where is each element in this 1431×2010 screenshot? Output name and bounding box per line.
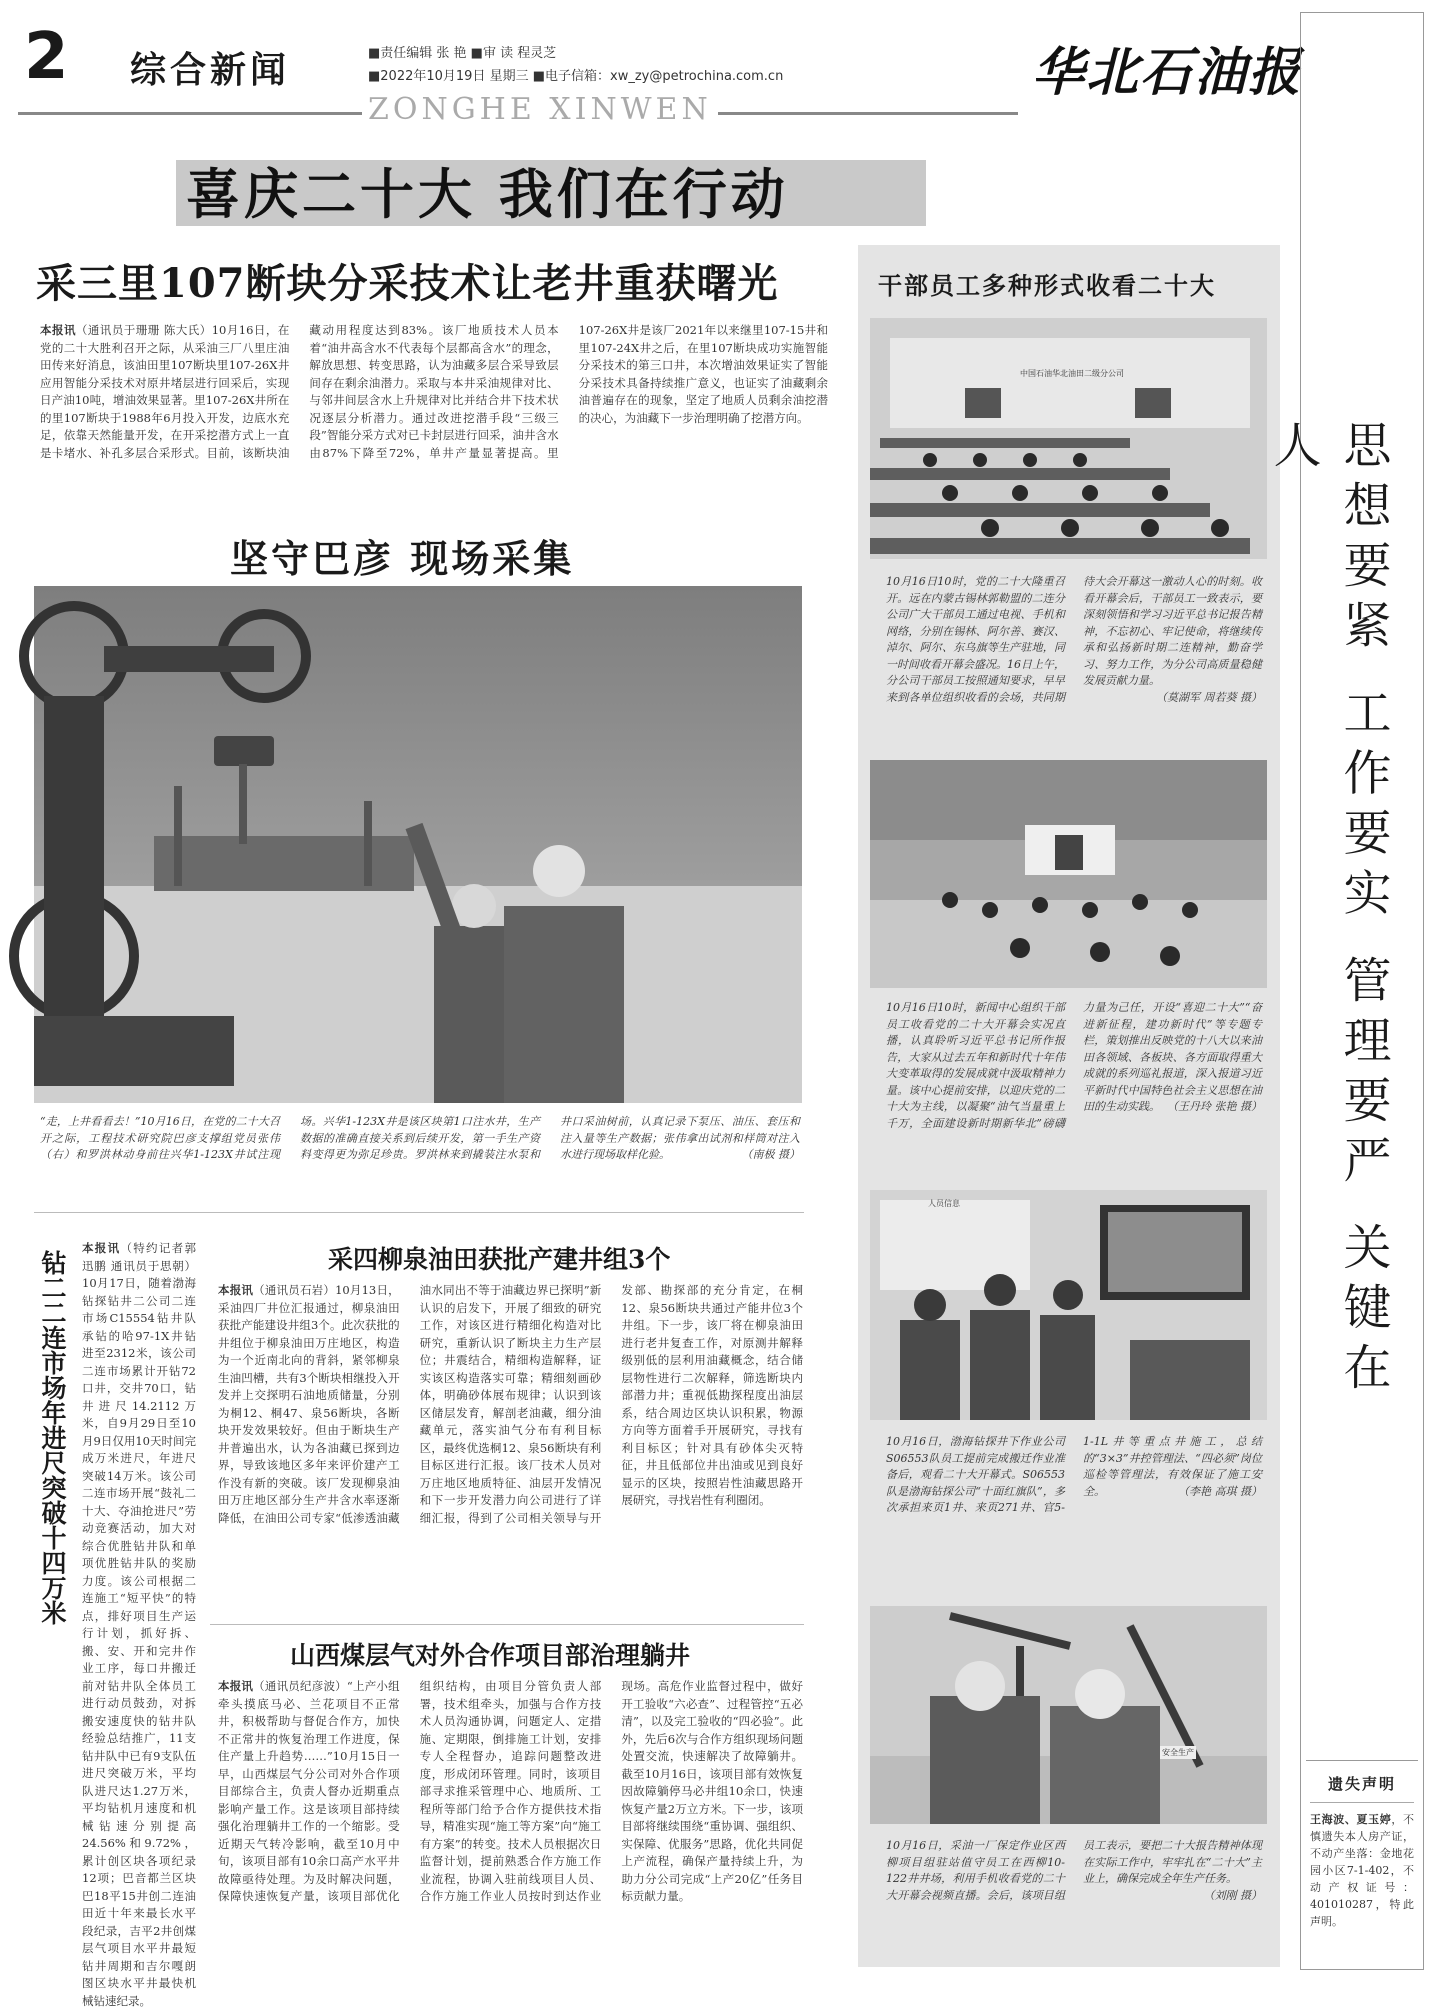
article3-title: 山西煤层气对外合作项目部治理躺井 <box>290 1641 691 1670</box>
right-caption-1-text: 10月16日10时，党的二十大隆重召开。远在内蒙古锡林郭勒盟的二连分公司广大干部员工通过电视、手机和网络，分别在锡林、阿尔善、赛汉、淖尔、阿尔、东乌旗等生产驻地，同一时间收看开幕会盛况。16日上午，分公司干部员工按照通知要求，早早来到各单位组织收看的会场，共同期待大会开幕这一激动人心的时刻。收看开幕会后，干部员工一致表示，要深刻领悟和学习习近平总书记报告精神，不忘初心、牢记使命，将继续传承和弘扬新时期二连精神，勤奋学习、努力工作，为分公司高质量稳健发展贡献力量。 <box>886 575 1262 704</box>
side-article-body-top <box>82 1240 196 2008</box>
article3-rule <box>210 1624 804 1625</box>
side-article-rule <box>34 1212 804 1213</box>
section-pinyin: ZONGHE XINWEN <box>362 93 718 127</box>
article3-text: （通讯员纪彦波）“上产小组牵头摸底马必、兰花项目不正常井，积极帮助与督促合作方，加快不正常井的恢复治理工作进度，保住产量上升趋势……”10月15日一早，山西煤层气分公司对外合作项目部综合主，负责人督办近期重点影响产量工作。这是该项目部持续强化治理躺井工作的一个缩影。受近期天气转冷影响，截至10月中旬，该项目部有10余口高产水平井故障亟待处理。为及时解决问题，保障快速恢复产量，该项目部优化组织结构，由项目分管负责人部署，技术组牵头，加强与合作方技术人员沟通协调，问题定人、定措施、定期限，倒排施工计划，安排专人全程督办，追踪问题整改进度，形成闭环管理。同时，该项目部寻求推采管理中心、地质所、工程所等部门给予合作方提供技术指导，精准实现“施工等方案”向“施工有方案”的转变。技术人员根据次日监督计划，提前熟悉合作方施工作业流程，协调入驻前线项目人员、合作方施工作业人员按时到达作业现场。高危作业监督过程中，做好开工验收“六必查”、过程管控“五必清”，以及完工验收的“四必验”。此外，先后6次与合作方组织现场问题处置交流，快速解决了故障躺井。截至10月16日，该项目部有效恢复因故障躺停马必井组10余口，快速恢复产量2万立方米。下一步，该项目部将继续围绕“重协调、强组织、实保障、优服务”思路，优化共同促上产流程，确保产量持续上升，为助力分公司完成“上产20亿”任务目标贡献力量。 <box>218 1679 803 1903</box>
side-article-byline: 本报讯 <box>82 1241 121 1255</box>
side-article-text: （特约记者郭迅鹏 通讯员于思朝）10月17日，随着渤海钻探钻井二公司二连市场C15554钻井队承钻的哈97-1X井钻进至2312米，该公司二连市场累计开钻72口井，交井70口，钻井进尺14.2112万米，自9月29日至10月9日仅用10天时间完成万米进尺，年进尺突破14万米。该公司二连市场开展“鼓礼二十大、夺油抢进尺”劳动竞赛活动，加大对综合优胜钻井队和单项优胜钻井队的奖励力度。该公司根据二连施工“短平快”的特点，排好项目生产运行计划，抓好拆、搬、安、开和完井作业工序，每口井搬迁前对钻井队全体员工进行动员鼓劲，对拆搬安速度快的钻井队经验总结推广，11支钻井队中已有9支队伍进尺突破万米，平均队进尺达1.27万米，平均钻机月速度和机械钻速分别提高24.56%和9.72%，累计创区块各项纪录12项；巴音都兰区块巴18平15井创二连油田近十年来最长水平段纪录，吉平2井创煤层气项目水平井最短钻井周期和吉尔嘎朗图区块水平井最快机械钻速纪录。 <box>82 1241 196 2008</box>
right-caption-2 <box>886 1000 1262 1148</box>
article2-byline: 本报讯 <box>218 1283 254 1297</box>
right-credit-3: （李艳 高琪 摄） <box>1178 1484 1262 1498</box>
right-photo-1-banner: 中国石油华北油田二级分公司 <box>1020 369 1124 378</box>
date-line: ■2022年10月19日 星期三 ■电子信箱：xw_zy@petrochina.com.cn <box>368 69 784 84</box>
right-photo-4 <box>870 1606 1267 1824</box>
page-number: 2 <box>24 20 69 94</box>
notice-rule <box>1310 1802 1414 1803</box>
side-article-body-bottom <box>40 1634 198 1960</box>
paper-logo: 华北石油报 <box>1032 42 1303 103</box>
right-photo-1 <box>870 318 1267 559</box>
section-title: 综合新闻 <box>130 50 291 91</box>
notice-box <box>1306 1760 1418 1961</box>
notice-text: ，不慎遗失本人房产证，不动产坐落：金地花园小区7-1-402，不动产权证号：401010287，特此声明。 <box>1310 1813 1414 1928</box>
slogan-text: 思想要紧 工作要实 管理要严 关键在人 <box>1265 420 1391 1402</box>
right-panel-title: 干部员工多种形式收看二十大 <box>878 271 1216 300</box>
right-caption-2-text: 10月16日10时，新闻中心组织干部员工收看党的二十大开幕会实况直播，认真聆听习近平总书记所作报告，大家从过去五年和新时代十年伟大变革取得的发展成就中汲取精神力量。该中心提前安排，以迎庆党的二十大为主线，以凝聚“油气当量重上千万，全面建设新时期新华北”磅礴力量为己任，开设“喜迎二十大”“奋进新征程，建功新时代”等专题专栏，策划推出反映党的十八大以来油田各领域、各板块、各方面取得重大成就的系列巡礼报道，深入报道习近平新时代中国特色社会主义思想在油田的生动实践。 <box>886 1001 1262 1130</box>
article3-byline: 本报讯 <box>218 1679 254 1693</box>
editor-line: ■责任编辑 张 艳 ■审 读 程灵芝 <box>368 46 557 61</box>
feature-photo-credit: （南极 摄） <box>741 1148 800 1161</box>
right-credit-2: （王丹玲 张艳 摄） <box>1167 1100 1262 1113</box>
article1-title: 采三里107断块分采技术让老井重获曙光 <box>36 260 779 307</box>
article2-body <box>218 1282 803 1612</box>
notice-title: 遗失声明 <box>1327 1775 1396 1793</box>
right-caption-4-text: 10月16日，采油一厂保定作业区西柳项目组驻站值守员工在西柳10-122井井场，利用手机收看党的二十大开幕会视频直播。会后，该项目组员工表示，要把二十大报告精神体现在实际工作中，牢牢扎在“二十大”主业上，确保完成全年生产任务。 <box>886 1839 1262 1902</box>
feature-photo-title: 坚守巴彦 现场采集 <box>230 537 575 581</box>
article2-title: 采四柳泉油田获批产建井组3个 <box>328 1245 671 1274</box>
feature-photo-caption <box>40 1114 800 1200</box>
banner-title: 喜庆二十大 我们在行动 <box>186 163 789 226</box>
right-caption-3-text: 10月16日，渤海钻探井下作业公司S06553队员工提前完成搬迁作业准备后，观看二十大开幕式。S06553队是渤海钻探公司“十面红旗队”，多次承担来页1井、来页271井、官5-1-1L井等重点井施工，总结的“3×3”井控管理法、“四必须”岗位巡检等管理法，有效保证了施工安全。 <box>886 1435 1262 1514</box>
right-caption-1 <box>886 574 1262 724</box>
feature-photo <box>34 586 802 1103</box>
right-credit-1: （莫湖军 周若葵 摄） <box>1156 690 1262 704</box>
right-photo-2 <box>870 760 1267 988</box>
article2-text: （通讯员石岩）10月13日，采油四厂井位汇报通过，柳泉油田获批产能建设井组3个。此次获批的井组位于柳泉油田万庄地区，构造为一个近南北向的背斜，紧邻柳泉生油凹槽，共有3个断块相继投入开发并上交探明石油地质储量，分别为桐12、桐47、泉56断块，各断块开发效果较好。但由于断块生产井普遍出水，认为各油藏已探到边界，导致该地区多年来评价建产工作没有新的突破。该厂发现柳泉油田万庄地区部分生产井含水率逐渐降低，在油田公司专家“低渗透油藏油水同出不等于油藏边界已探明”新认识的启发下，开展了细致的研究工作，对该区进行精细化构造对比研究，重新认识了断块主力生产层位；井震结合，精细构造解释，证实该区构造落实可靠；精细刻画砂体，明确砂体展布规律；认识到该区储层发育，解剖老油藏，细分油藏单元，落实油气分布有利目标区，最终优选桐12、泉56断块有利目标区进行汇报。该厂技术人员对万庄地区地质特征、油层开发情况和下一步开发潜力向公司进行了详细汇报，得到了公司相关领导与开发部、勘探部的充分肯定，在桐12、泉56断块共通过产能井位3个井组。下一步，该厂将在柳泉油田进行老井复查工作，对原测井解释级别低的层利用油藏概念，结合储层物性进行二次解释，筛选断块内部潜力井；重视低勘探程度出油层系，结合周边区块认识积累，物源方向等方面着手开展研究，寻找有利目标区；针对具有砂体尖灭特征，井且低部位井出油或见到良好显示的区块，按照岩性油藏思路开展研究，寻找岩性有利圈闭。 <box>218 1283 803 1525</box>
right-photo-3 <box>870 1190 1267 1420</box>
notice-name: 王海波、夏玉婷 <box>1310 1813 1392 1826</box>
article1-text: （通讯员于珊珊 陈大氏）10月16日，在党的二十大胜利召开之际，从采油三厂八里庄油田传来好消息，该油田里107断块里107-26X井应用智能分采技术对原井堵层进行回采后，实现日产油10吨，增油效果显著。里107-26X井所在的里107断块于1988年6月投入开发，边底水充足，依靠天然能量开发，在开采挖潜方式上一直是卡堵水、补孔多层合采形式。目前，该断块油藏动用程度达到83%。该厂地质技术人员本着“油井高含水不代表每个层都高含水”的理念，解放思想、转变思路，认为油藏多层合采导致层间存在剩余油潜力。采取与本井采油规律对比、与邻井间层含水上升规律对比并结合井下技术状况逐层分析潜力。通过改进挖潜手段“三级三段”智能分采方式对已卡封层进行回采，油井含水由87%下降至72%，单井产量显著提高。里107-26X井是该厂2021年以来继里107-15井和里107-24X井之后，在里107断块成功实施智能分采技术的第三口井，本次增油效果证实了智能分采技术具备持续推广意义，也证实了油藏剩余油普遍存在的现象，坚定了地质人员剩余油挖潜的决心，为油藏下一步治理明确了挖潜方向。 <box>40 323 828 460</box>
right-caption-3 <box>886 1434 1262 1552</box>
article3-body <box>218 1678 803 1960</box>
right-photo-4-sign: 安全生产 <box>1162 1748 1194 1757</box>
article1-body <box>40 322 828 482</box>
article1-byline: 本报讯 <box>40 323 76 337</box>
right-credit-4: （刘刚 摄） <box>1203 1888 1262 1902</box>
feature-photo-caption-text: “走，上井看看去！”10月16日，在党的二十大召开之际，工程技术研究院巴彦支撑组党员张伟（右）和罗洪林动身前往兴华1-123X井试注现场。兴华1-123X井是该区块第1口注水井，生产数据的准确直接关系到后续开发，第一手生产资料变得更为弥足珍贵。罗洪林来到撬装注水泵和井口采油树前，认真记录下泵压、油压、套压和注入量等生产数据；张伟拿出试剂和样筒对注入水进行现场取样化验。 <box>40 1115 800 1161</box>
side-article-vertical-title: 钻二二连市场年进尺突破十四万米 <box>38 1250 67 1625</box>
right-photo-3-board: 人员信息 <box>928 1199 960 1208</box>
right-caption-4 <box>886 1838 1262 1958</box>
